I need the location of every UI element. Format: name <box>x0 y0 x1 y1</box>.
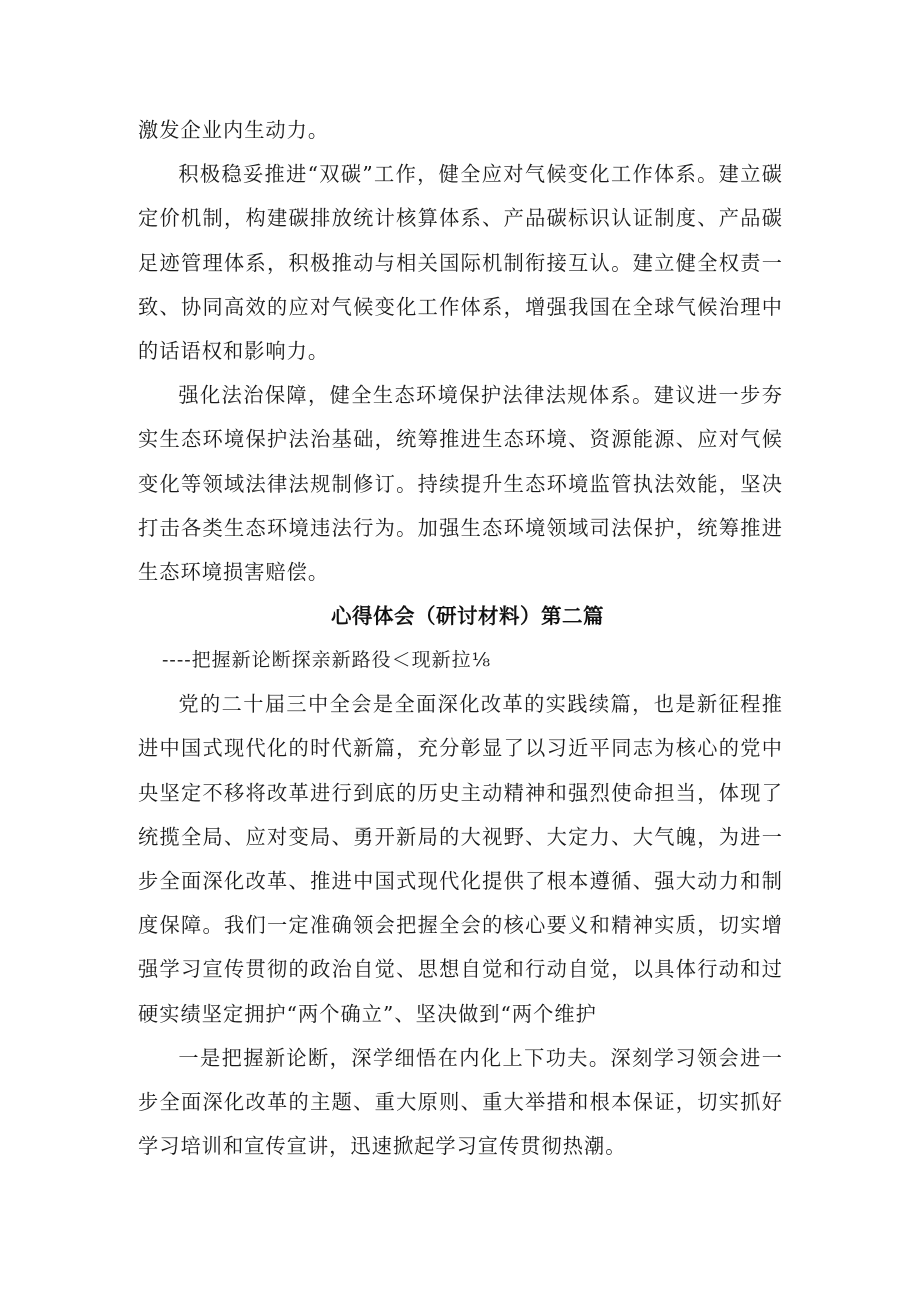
section-subtitle: ----把握新论断探亲新路役＜现新拉⅛ <box>162 649 492 672</box>
paragraph-dual-carbon: 积极稳妥推进“双碳”工作，健全应对气候变化工作体系。建立碳定价机制，构建碳排放统计核算体系、产品碳标识认证制度、产品碳足迹管理体系，积极推动与相关国际机制衔接互认。建立健全权责一致、协同高效的应对气候变化工作体系，增强我国在全球气候治理中的话语权和影响力。 <box>138 162 783 364</box>
paragraph-rule-of-law: 强化法治保障，健全生态环境保护法律法规体系。建议进一步夯实生态环境保护法治基础，统筹推进生态环境、资源能源、应对气候变化等领域法律法规制修订。持续提升生态环境监管执法效能，坚决打击各类生态环境违法行为。加强生态环境领域司法保护，统筹推进生态环境损害赔偿。 <box>138 383 783 585</box>
section-heading: 心得体会（研讨材料）第二篇 <box>331 604 604 629</box>
document-page <box>138 108 783 1168</box>
paragraph-plenary-session: 党的二十届三中全会是全面深化改革的实践续篇，也是新征程推进中国式现代化的时代新篇，充分彰显了以习近平同志为核心的党中央坚定不移将改革进行到底的历史主动精神和强烈使命担当，体现了统揽全局、应对变局、勇开新局的大视野、大定力、大气魄，为进一步全面深化改革、推进中国式现代化提供了根本遵循、强大动力和制度保障。我们一定准确领会把握全会的核心要义和精神实质，切实增强学习宣传贯彻的政治自觉、思想自觉和行动自觉，以具体行动和过硬实绩坚定拥护“两个确立”、坚决做到“两个维护 <box>138 692 783 1026</box>
paragraph-continuation: 激发企业内生动力。 <box>138 118 330 142</box>
paragraph-new-judgment: 一是把握新论断，深学细悟在内化上下功夫。深刻学习领会进一步全面深化改革的主题、重大原则、重大举措和根本保证，切实抓好学习培训和宣传宣讲，迅速掀起学习宣传贯彻热潮。 <box>138 1045 783 1159</box>
